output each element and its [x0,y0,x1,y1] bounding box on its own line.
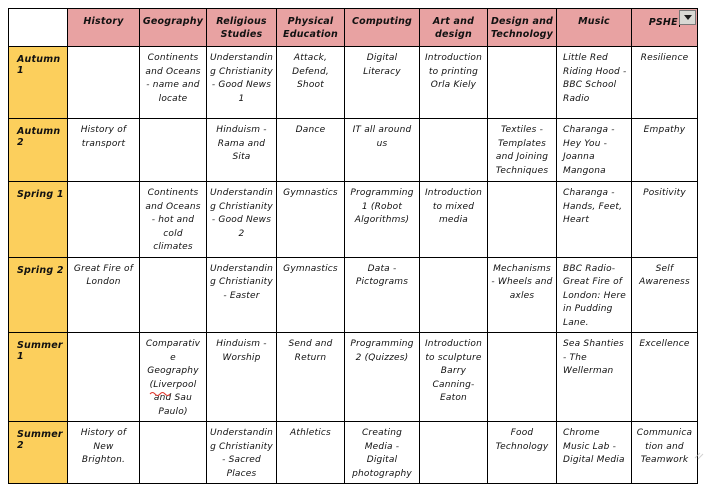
cell-text: Digital Literacy [363,53,401,77]
cell-text: Great Fire of London [73,263,134,287]
cell-spring-1-computing[interactable] [345,182,420,258]
cell-summer-1-art-and-design[interactable] [420,333,488,422]
cell-summer-2-pshe[interactable] [632,422,698,484]
cell-summer-1-pshe[interactable] [632,333,698,422]
cell-text: Hinduism - Worship [216,339,267,363]
cell-text: Textiles - Templates and Joining Techniques [495,125,549,176]
cell-text: Empathy [643,125,686,135]
cell-text: Sea Shanties - The Wellerman [563,339,624,376]
cell-spring-2-geography[interactable] [140,257,207,333]
cell-spring-1-geography[interactable] [140,182,207,258]
cell-text: Understanding Christianity - Good News 1 [210,53,273,104]
cell-autumn-1-religious-studies[interactable] [207,47,277,119]
cell-text: Creating Media - Digital photography [352,428,412,479]
cell-text: Athletics [290,428,331,438]
cell-text: Programming 1 (Robot Algorithms) [350,188,414,225]
cell-summer-1-physical-education[interactable] [277,333,345,422]
cell-summer-2-geography[interactable] [140,422,207,484]
cell-spring-1-art-and-design[interactable] [420,182,488,258]
cell-text: Programming 2 (Quizzes) [350,339,414,363]
cell-spring-2-art-and-design[interactable] [420,257,488,333]
cell-autumn-2-art-and-design[interactable] [420,119,488,182]
chevron-down-icon [684,15,692,20]
cell-spring-1-design-and-technology[interactable] [488,182,557,258]
column-header-pshe[interactable] [632,9,698,47]
cell-text: Attack, Defend, Shoot [292,53,329,90]
table-row-summer-2 [9,422,698,484]
cell-spring-1-history[interactable] [68,182,140,258]
cell-summer-1-religious-studies[interactable] [207,333,277,422]
cell-autumn-1-computing[interactable] [345,47,420,119]
cell-summer-2-history[interactable] [68,422,140,484]
cell-autumn-1-history[interactable] [68,47,140,119]
table-row-spring-2 [9,257,698,333]
cell-text: Gymnastics [283,263,338,274]
cell-text: Send and Return [288,339,333,363]
column-header-history[interactable]: History [68,9,140,47]
cell-autumn-2-computing[interactable] [345,119,420,182]
table-row-summer-1 [9,333,698,422]
cell-spring-1-physical-education[interactable] [277,182,345,258]
resize-grip[interactable] [694,452,704,460]
column-header-pshe-label: PSHE [648,17,678,28]
cell-summer-1-music[interactable] [557,333,632,422]
cell-autumn-2-religious-studies[interactable] [207,119,277,182]
header-row [9,9,698,47]
cell-spring-1-music[interactable] [557,182,632,258]
cell-autumn-1-design-and-technology[interactable] [488,47,557,119]
column-header-design-and-technology[interactable]: Design and Technology [488,9,557,47]
row-label-autumn-2[interactable]: Autumn 2 [9,119,68,182]
row-label-spring-1[interactable]: Spring 1 [9,182,68,258]
cell-autumn-2-pshe[interactable] [632,119,698,182]
cell-autumn-1-art-and-design[interactable] [420,47,488,119]
cell-summer-2-computing[interactable] [345,422,420,484]
cell-text: Introduction to sculpture Barry Canning-Eaton [424,339,483,403]
cell-spring-1-pshe[interactable] [632,182,698,258]
cell-spring-2-music[interactable] [557,257,632,333]
cell-text: Self Awareness [639,263,690,287]
table-row-autumn-1 [9,47,698,119]
cell-spring-2-design-and-technology[interactable] [488,257,557,333]
row-label-summer-2[interactable]: Summer 2 [9,422,68,484]
cell-summer-2-art-and-design[interactable] [420,422,488,484]
corner-cell[interactable] [9,9,68,47]
cell-text: Understanding Christianity - Good News 2 [210,188,273,239]
dropdown-button[interactable] [679,10,696,25]
cell-spring-2-pshe[interactable] [632,257,698,333]
cell-text: Continents and Oceans - name and locate [145,53,201,104]
column-header-geography[interactable]: Geography [140,9,207,47]
cell-text: Communication and Teamwork [636,428,693,465]
cell-summer-1-design-and-technology[interactable] [488,333,557,422]
cell-text: History of transport [80,125,127,149]
cell-autumn-2-history[interactable] [68,119,140,182]
cell-text: BBC Radio- Great Fire of London: Here in Pudding Lane. [563,263,626,328]
cell-summer-1-history[interactable] [68,333,140,422]
cell-text: Chrome Music Lab - Digital Media [563,428,625,465]
cell-text: Gymnastics [283,188,338,198]
cell-text: Charanga - Hands, Feet, Heart [563,188,623,225]
cell-text: Dance [295,125,326,135]
cell-text: Hinduism - Rama and Sita [216,125,267,162]
cell-autumn-2-physical-education[interactable] [277,119,345,182]
cell-summer-1-geography[interactable] [140,333,207,422]
cell-text: Positivity [643,188,686,198]
row-label-autumn-1[interactable]: Autumn 1 [9,47,68,119]
cell-text: Excellence [639,339,690,349]
cell-autumn-2-design-and-technology[interactable] [488,119,557,182]
cell-text: Resilience [640,53,689,63]
cell-summer-2-physical-education[interactable] [277,422,345,484]
cell-autumn-2-music[interactable] [557,119,632,182]
column-header-music[interactable]: Music [557,9,632,47]
cell-text: Food Technology [495,428,549,452]
table-row-autumn-2 [9,119,698,182]
cell-spring-2-computing[interactable] [345,257,420,333]
cell-spring-2-history[interactable] [68,257,140,333]
cell-summer-2-religious-studies[interactable] [207,422,277,484]
row-label-spring-2[interactable]: Spring 2 [9,257,68,333]
cell-spring-2-physical-education[interactable] [277,257,345,333]
cell-text: Understanding Christianity - Easter [210,263,273,301]
cell-text: Introduction to mixed media [424,188,483,225]
cell-autumn-1-pshe[interactable] [632,47,698,119]
cell-text: Continents and Oceans - hot and cold climates [145,188,201,252]
cell-summer-2-music[interactable] [557,422,632,484]
table-row-spring-1 [9,182,698,258]
column-header-religious-studies[interactable]: Religious Studies [207,9,277,47]
column-header-computing[interactable]: Computing [345,9,420,47]
cell-text: Introduction to printing Orla Kiely [424,53,483,90]
cell-text: Little Red Riding Hood - BBC School Radio [563,53,627,104]
cell-text: Data - Pictograms [355,263,409,287]
cell-text: IT all around us [352,125,412,149]
cell-autumn-1-music[interactable] [557,47,632,119]
row-label-summer-1[interactable]: Summer 1 [9,333,68,422]
cell-text: Mechanisms - Wheels and axles [491,263,553,301]
cell-spring-1-religious-studies[interactable] [207,182,277,258]
cell-text: History of New Brighton. [80,428,127,465]
cell-autumn-1-geography[interactable] [140,47,207,119]
curriculum-table [8,8,698,484]
column-header-art-and-design[interactable]: Art and design [420,9,488,47]
cell-summer-1-computing[interactable] [345,333,420,422]
column-header-physical-education[interactable]: Physical Education [277,9,345,47]
cell-spring-2-religious-studies[interactable] [207,257,277,333]
cell-autumn-1-physical-education[interactable] [277,47,345,119]
cell-text: Comparative Geography (Liverpool and Sau Paulo) [145,339,201,417]
cell-text: Understanding Christianity - Sacred Places [210,428,273,479]
cell-autumn-2-geography[interactable] [140,119,207,182]
cell-summer-2-design-and-technology[interactable] [488,422,557,484]
cell-text: Charanga - Hey You - Joanna Mangona [563,125,615,176]
